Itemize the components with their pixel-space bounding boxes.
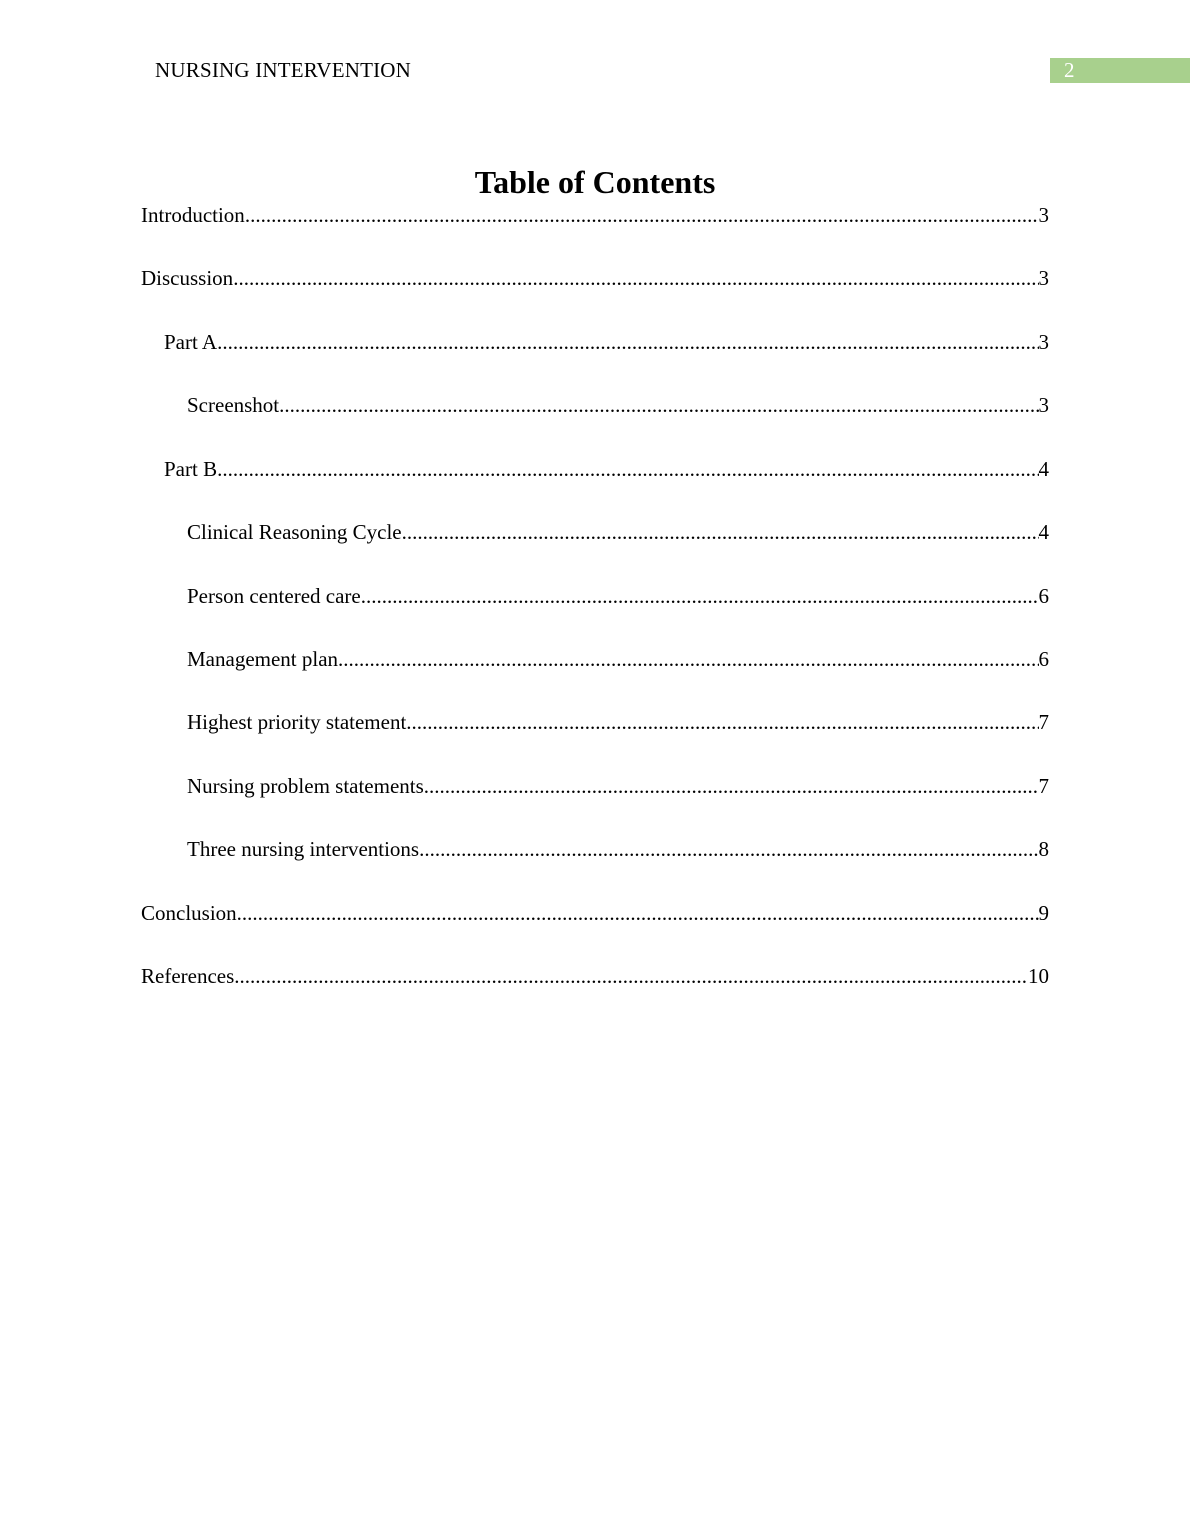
toc-entry-part-b[interactable] <box>164 454 1049 484</box>
toc-entry-conclusion[interactable] <box>141 898 1049 928</box>
toc-dot-leader <box>402 517 1039 547</box>
toc-dot-leader <box>279 390 1038 420</box>
toc-entry-references[interactable] <box>141 961 1049 991</box>
toc-entry-page: 8 <box>1038 837 1049 861</box>
toc-entry-label: Person centered care <box>187 584 361 608</box>
toc-entry-label: Conclusion <box>141 901 237 925</box>
toc-dot-leader <box>338 644 1038 674</box>
toc-entry-page: 3 <box>1038 203 1049 227</box>
running-header-title: NURSING INTERVENTION <box>155 58 412 82</box>
toc-entry-introduction[interactable] <box>141 200 1049 230</box>
page-number-badge <box>1050 58 1190 83</box>
toc-entry-label: Management plan <box>187 647 339 671</box>
toc-entry-part-a[interactable] <box>164 327 1049 357</box>
toc-entry-page: 3 <box>1038 266 1049 290</box>
toc-entry-page: 3 <box>1038 330 1049 354</box>
toc-entry-page: 7 <box>1038 710 1049 734</box>
toc-dot-leader <box>424 771 1039 801</box>
toc-entry-page: 7 <box>1038 774 1049 798</box>
toc-entry-three-nursing-interventions[interactable] <box>187 834 1049 864</box>
toc-entry-label: Clinical Reasoning Cycle <box>187 520 402 544</box>
toc-entry-page: 6 <box>1038 647 1049 671</box>
toc-entry-label: Screenshot <box>187 393 280 417</box>
toc-dot-leader <box>237 898 1039 928</box>
toc-entry-label: Part B <box>164 457 218 481</box>
toc-entry-page: 4 <box>1038 520 1049 544</box>
toc-entry-person-centered-care[interactable] <box>187 581 1049 611</box>
toc-dot-leader <box>419 834 1038 864</box>
toc-dot-leader <box>361 581 1039 611</box>
toc-entry-highest-priority-statement[interactable] <box>187 707 1049 737</box>
toc-entry-page: 3 <box>1038 393 1049 417</box>
toc-dot-leader <box>245 200 1039 230</box>
toc-entry-label: Discussion <box>141 266 234 290</box>
toc-entry-screenshot[interactable] <box>187 390 1049 420</box>
toc-entry-label: Introduction <box>141 203 245 227</box>
toc-title: Table of Contents <box>474 164 716 200</box>
toc-entry-nursing-problem-statements[interactable] <box>187 771 1049 801</box>
toc-entry-label: References <box>141 964 235 988</box>
toc-entry-label: Part A <box>164 330 218 354</box>
toc-entry-clinical-reasoning-cycle[interactable] <box>187 517 1049 547</box>
toc-entry-page: 10 <box>1028 964 1049 988</box>
toc-entry-discussion[interactable] <box>141 263 1049 293</box>
toc-dot-leader <box>234 961 1028 991</box>
toc-entry-label: Three nursing interventions <box>187 837 420 861</box>
page-number: 2 <box>1064 58 1075 82</box>
toc-dot-leader <box>217 454 1038 484</box>
toc-entry-management-plan[interactable] <box>187 644 1049 674</box>
toc-dot-leader <box>406 707 1038 737</box>
toc-entry-label: Highest priority statement <box>187 710 407 734</box>
toc-entry-page: 9 <box>1038 901 1049 925</box>
toc-dot-leader <box>217 327 1038 357</box>
toc-dot-leader <box>233 263 1038 293</box>
toc-entry-page: 6 <box>1038 584 1049 608</box>
toc-entry-page: 4 <box>1038 457 1049 481</box>
toc-entry-label: Nursing problem statements <box>187 774 424 798</box>
